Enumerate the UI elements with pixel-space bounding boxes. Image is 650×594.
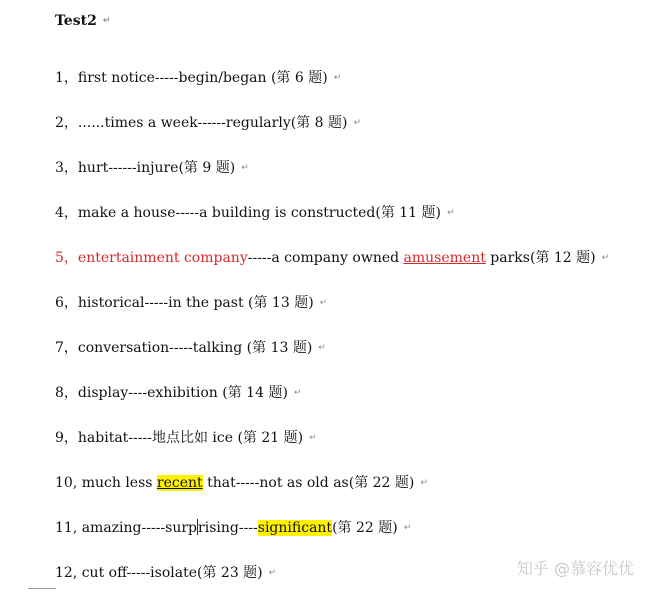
paragraph-mark-icon: ↵ (241, 163, 249, 173)
item-text: entertainment company (77, 250, 248, 266)
item-text: 4，make a house-----a building is constructed(第 11 题) (55, 205, 441, 221)
list-item (55, 249, 609, 267)
item-text: 8，display----exhibition (第 14 题) (55, 385, 288, 401)
document-title (55, 12, 110, 30)
item-text: 2，......times a week------regularly(第 8 题) (55, 115, 348, 131)
list-item (55, 114, 361, 132)
list-item (55, 384, 301, 402)
item-text: 11, amazing-----surp (55, 520, 198, 536)
item-text: 6，historical-----in the past (第 13 题) (55, 295, 314, 311)
paragraph-mark-icon: ↵ (601, 253, 610, 263)
list-item (55, 69, 341, 87)
item-text: that-----not as old as(第 22 题) (202, 475, 415, 491)
item-text: 3，hurt------injure(第 9 题) (55, 160, 236, 176)
item-text: -----a company owned (247, 250, 404, 266)
item-text: recent (156, 475, 203, 491)
item-text: (第 22 题) (332, 520, 398, 536)
paragraph-mark-icon: ↵ (319, 298, 328, 308)
paragraph-mark-icon: ↵ (318, 343, 326, 353)
paragraph-mark-icon: ↵ (420, 478, 428, 488)
item-text: amusement (403, 250, 486, 266)
paragraph-mark-icon: ↵ (309, 433, 317, 443)
item-text: significant (257, 520, 333, 536)
paragraph-mark-icon: ↵ (268, 568, 277, 578)
item-text: 5， (55, 250, 78, 266)
item-text: 1，first notice-----begin/began (第 6 题) (55, 70, 328, 86)
list-item (55, 429, 317, 447)
list-item (55, 474, 428, 492)
list-item (55, 294, 327, 312)
paragraph-mark-icon: ↵ (293, 388, 302, 398)
list-item (55, 519, 411, 537)
list-item (55, 339, 326, 357)
paragraph-mark-icon: ↵ (403, 523, 412, 533)
paragraph-mark-icon: ↵ (333, 73, 342, 83)
watermark: 知乎 @慕容优优 (516, 559, 634, 578)
page-corner-mark (28, 588, 56, 589)
list-item (55, 159, 249, 177)
paragraph-mark-icon: ↵ (102, 16, 111, 26)
item-text: rising---- (198, 520, 258, 536)
item-text: 7，conversation-----talking (第 13 题) (55, 340, 313, 356)
title-text: Test2 (55, 13, 97, 29)
item-text: 10, much less (55, 475, 157, 491)
list-item (55, 564, 276, 582)
item-text: 9，habitat-----地点比如 ice (第 21 题) (55, 430, 304, 446)
paragraph-mark-icon: ↵ (353, 118, 362, 128)
item-text: 12, cut off-----isolate(第 23 题) (55, 565, 263, 581)
item-text: parks(第 12 题) (485, 250, 596, 266)
paragraph-mark-icon: ↵ (447, 208, 455, 218)
list-item (55, 204, 455, 222)
